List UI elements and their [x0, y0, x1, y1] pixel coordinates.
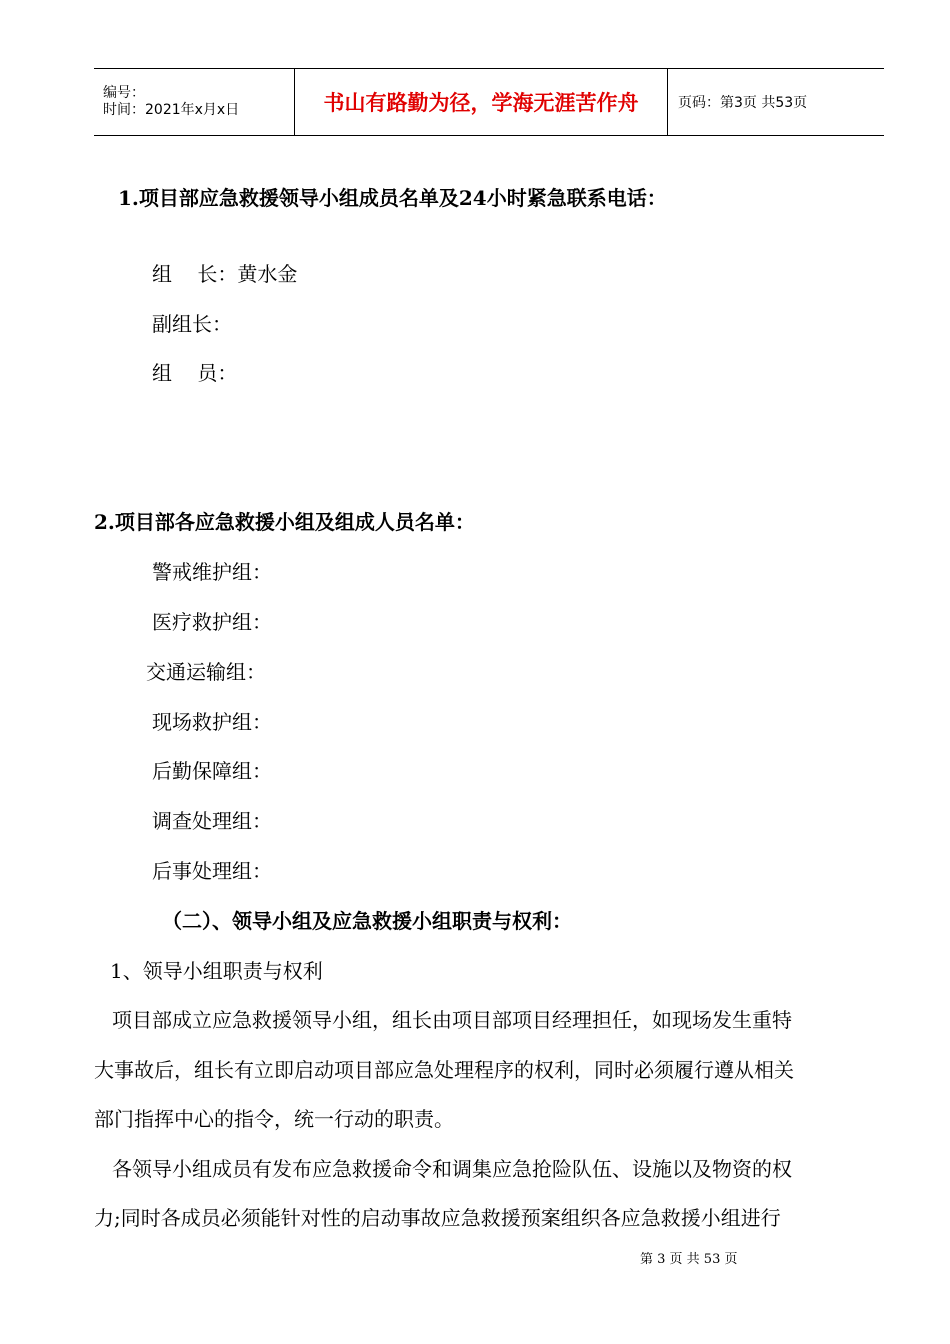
section3-heading: （二）、领导小组及应急救援小组职责与权利：	[162, 909, 572, 933]
deputy-line: 副组长：	[152, 312, 232, 336]
group-item: 后事处理组：	[152, 859, 272, 883]
group-item: 调查处理组：	[152, 809, 272, 833]
paragraph-line: 各领导小组成员有发布应急救援命令和调集应急抢险队伍、设施以及物资的权	[112, 1157, 792, 1181]
paragraph-line: 大事故后，组长有立即启动项目部应急处理程序的权利，同时必须履行遵从相关	[94, 1058, 794, 1082]
time-label: 时间：2021年x月x日	[103, 102, 240, 118]
header-page-number: 页码：第3页 共53页	[678, 95, 808, 111]
paragraph-line: 项目部成立应急救援领导小组，组长由项目部项目经理担任，如现场发生重特	[112, 1008, 792, 1032]
subheading: 1、领导小组职责与权利	[110, 959, 323, 983]
header-meta	[94, 69, 295, 135]
leader-line: 组 长：黄水金	[152, 262, 298, 286]
section2-heading: 2.项目部各应急救援小组及组成人员名单：	[94, 510, 475, 534]
page-footer: 第 3 页 共 53 页	[640, 1252, 738, 1267]
group-item: 现场救护组：	[152, 710, 272, 734]
members-line: 组 员：	[152, 361, 238, 385]
paragraph-line: 部门指挥中心的指令，统一行动的职责。	[94, 1107, 454, 1131]
group-item: 后勤保障组：	[152, 759, 272, 783]
group-item: 交通运输组：	[146, 660, 266, 684]
group-item: 警戒维护组：	[152, 560, 272, 584]
section1-heading: 1.项目部应急救援领导小组成员名单及24小时紧急联系电话：	[118, 186, 667, 210]
page-header	[94, 68, 884, 136]
header-motto: 书山有路勤为径，学海无涯苦作舟	[295, 69, 668, 135]
group-item: 医疗救护组：	[152, 610, 272, 634]
paragraph-line: 力;同时各成员必须能针对性的启动事故应急救援预案组织各应急救援小组进行	[94, 1206, 781, 1230]
serial-label: 编号：	[103, 85, 145, 101]
